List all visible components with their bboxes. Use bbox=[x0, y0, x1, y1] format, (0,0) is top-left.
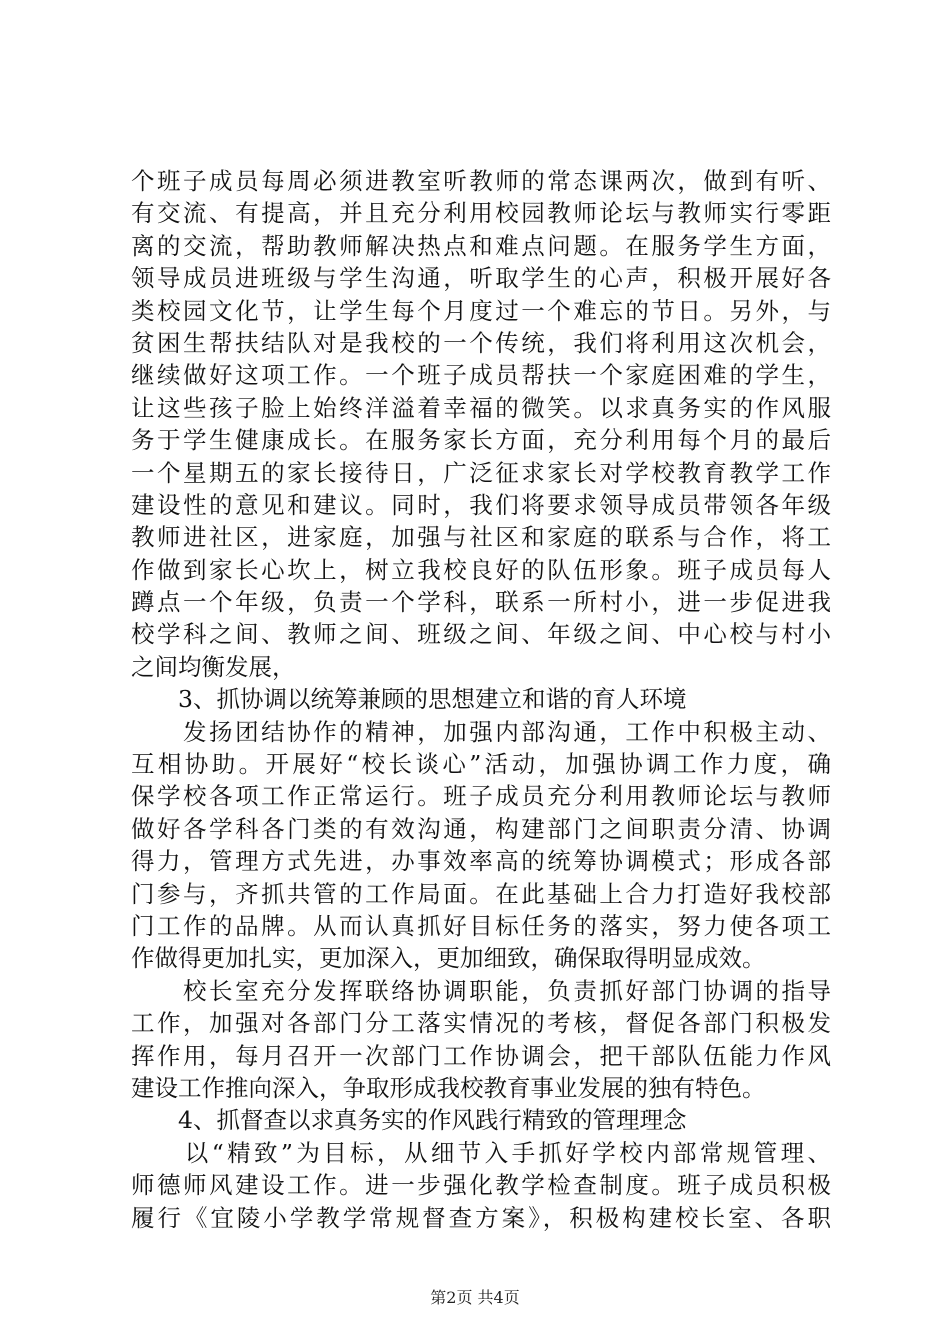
text-line: 务于学生健康成长。在服务家长方面，充分利用每个月的最后 bbox=[131, 426, 831, 455]
text-line: 让这些孩子脸上始终洋溢着幸福的微笑。以求真务实的作风服 bbox=[131, 393, 831, 422]
text-line: 继续做好这项工作。一个班子成员帮扶一个家庭困难的学生， bbox=[131, 361, 831, 390]
text-line: 之间均衡发展， bbox=[131, 652, 296, 681]
text-line: 3、抓协调以统筹兼顾的思想建立和谐的育人环境 bbox=[131, 685, 687, 714]
text-line: 校长室充分发挥联络协调职能，负责抓好部门协调的指导 bbox=[131, 976, 831, 1005]
text-line: 履行《宜陵小学教学常规督查方案》，积极构建校长室、各职 bbox=[131, 1203, 831, 1232]
text-line: 离的交流，帮助教师解决热点和难点问题。在服务学生方面， bbox=[131, 231, 831, 260]
text-line: 教师进社区，进家庭，加强与社区和家庭的联系与合作，将工 bbox=[131, 523, 831, 552]
text-line: 挥作用，每月召开一次部门工作协调会，把干部队伍能力作风 bbox=[131, 1041, 831, 1070]
text-line: 贫困生帮扶结队对是我校的一个传统，我们将利用这次机会， bbox=[131, 328, 831, 357]
text-line: 校学科之间、教师之间、班级之间、年级之间、中心校与村小 bbox=[131, 620, 831, 649]
text-line: 类校园文化节，让学生每个月度过一个难忘的节日。另外，与 bbox=[131, 296, 831, 325]
text-line: 作做到家长心坎上，树立我校良好的队伍形象。班子成员每人 bbox=[131, 555, 831, 584]
text-line: 保学校各项工作正常运行。班子成员充分利用教师论坛与教师 bbox=[131, 782, 831, 811]
text-line: 师德师风建设工作。进一步强化教学检查制度。班子成员积极 bbox=[131, 1171, 831, 1200]
text-line: 个班子成员每周必须进教室听教师的常态课两次，做到有听、 bbox=[131, 167, 831, 195]
text-line: 建设性的意见和建议。同时，我们将要求领导成员带领各年级 bbox=[131, 490, 831, 519]
page-footer: 第2页 共4页 bbox=[430, 1288, 520, 1307]
text-line: 4、抓督查以求真务实的作风践行精致的管理理念 bbox=[131, 1106, 687, 1135]
text-line: 有交流、有提高，并且充分利用校园教师论坛与教师实行零距 bbox=[131, 199, 831, 228]
text-line: 发扬团结协作的精神，加强内部沟通，工作中积极主动、 bbox=[131, 717, 831, 746]
body-text bbox=[131, 165, 831, 1234]
text-line: 一个星期五的家长接待日，广泛征求家长对学校教育教学工作 bbox=[131, 458, 831, 487]
text-line: 门工作的品牌。从而认真抓好目标任务的落实，努力使各项工 bbox=[131, 911, 831, 940]
text-line: 门参与，齐抓共管的工作局面。在此基础上合力打造好我校部 bbox=[131, 879, 831, 908]
text-line: 做好各学科各门类的有效沟通，构建部门之间职责分清、协调 bbox=[131, 814, 831, 843]
text-line: 作做得更加扎实，更加深入，更加细致，确保取得明显成效。 bbox=[131, 944, 766, 973]
text-line: 得力，管理方式先进，办事效率高的统筹协调模式；形成各部 bbox=[131, 847, 831, 876]
text-line: 以“精致”为目标，从细节入手抓好学校内部常规管理、 bbox=[131, 1138, 831, 1167]
text-line: 互相协助。开展好“校长谈心”活动，加强协调工作力度，确 bbox=[131, 750, 831, 779]
text-line: 领导成员进班级与学生沟通，听取学生的心声，积极开展好各 bbox=[131, 264, 831, 293]
text-line: 蹲点一个年级，负责一个学科，联系一所村小，进一步促进我 bbox=[131, 588, 831, 617]
text-line: 工作，加强对各部门分工落实情况的考核，督促各部门积极发 bbox=[131, 1009, 831, 1038]
text-line: 建设工作推向深入，争取形成我校教育事业发展的独有特色。 bbox=[131, 1073, 766, 1102]
